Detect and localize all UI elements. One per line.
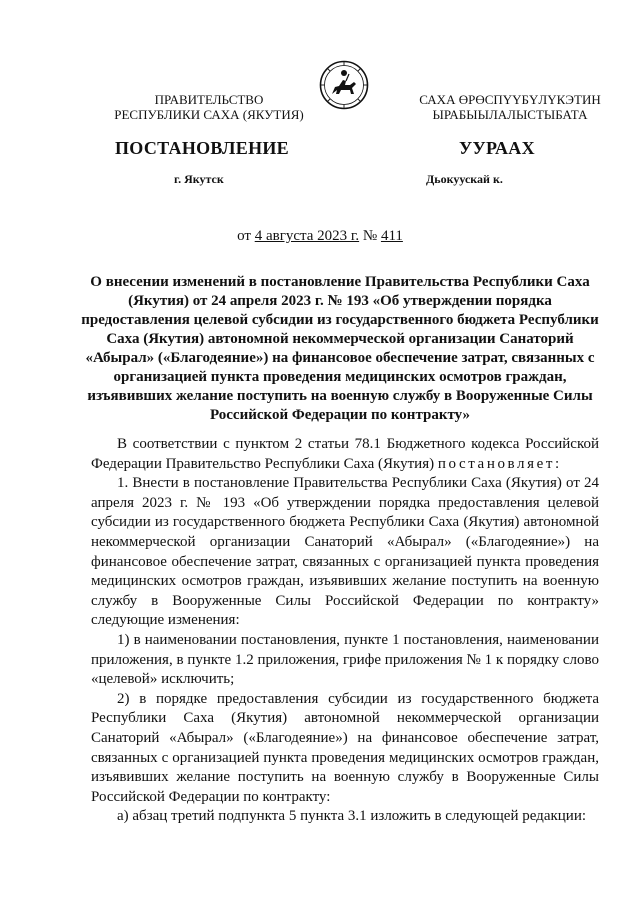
document-body — [91, 435, 599, 827]
number-prefix: № — [359, 228, 381, 244]
paragraph: 1. Внести в постановление Правительства Республики Саха (Якутия) от 24 апреля 2023 г. № 193 «Об утверждении порядка предоставления целевой субсидии из государственного бюджета Республики Саха (Якутия) автономной некоммерческой организации Санаторий «Абырал» («Благодеяние») на финансовое обеспечение затрат, связанных с организацией пункта проведения медицинских осмотров граждан, изъявивших желание поступить на военную службу в Вооруженные Силы Российской Федерации по контракту» следующие изменения: — [91, 475, 599, 629]
paragraph: 2) в порядке предоставления субсидии из государственного бюджета Республики Саха (Якутия) автономной некоммерческой организации Санаторий «Абырал» («Благодеяние») на финансовое обеспечение затрат, связанных с организацией пункта проведения медицинских осмотров граждан, изъявивших желание поступить на военную службу в Вооруженные Силы Российской Федерации по контракту: — [91, 690, 599, 805]
header-line: ПРАВИТЕЛЬСТВО — [154, 92, 264, 107]
paragraph: 1) в наименовании постановления, пункте 1 постановления, наименовании приложения, в пункте 1.2 приложения, грифе приложения № 1 к порядку слово «целевой» исключить; — [91, 631, 599, 688]
header-line: САХА ӨРӨСПҮҮБҮЛҮКЭТИН — [419, 92, 601, 107]
date-number-line — [0, 228, 640, 245]
yakutia-coat-of-arms-icon — [319, 60, 369, 110]
city-ru: г. Якутск — [174, 172, 224, 186]
paragraph — [91, 435, 599, 474]
document-type-ru: ПОСТАНОВЛЕНИЕ — [115, 138, 289, 158]
paragraph-text: В соответствии с пунктом 2 статьи 78.1 Бюджетного кодекса Российской Федерации Правительство Республики Саха (Якутия) — [91, 436, 599, 472]
government-header-ru — [96, 92, 322, 122]
resolves-word: постановляет: — [437, 455, 562, 472]
government-header-sah — [400, 92, 620, 122]
document-number: 411 — [380, 228, 403, 244]
document-heading: О внесении изменений в постановление Правительства Республики Саха (Якутия) от 24 апреля 2023 г. № 193 «Об утверждении порядка предоставления целевой субсидии из государственного бюджета Республики Саха (Якутия) автономной некоммерческой организации Санаторий «Абырал» («Благодеяние») на финансовое обеспечение затрат, связанных с организацией пункта проведения медицинских осмотров граждан, изъявивших желание поступить на военную службу в Вооруженные Силы Российской Федерации по контракту» — [81, 274, 599, 423]
header-line: ЫРАБЫЫЛАЛЫСТЫБАТА — [432, 107, 588, 122]
header-line: РЕСПУБЛИКИ САХА (ЯКУТИЯ) — [114, 107, 304, 122]
document-date: 4 августа 2023 г. — [254, 228, 360, 244]
city-sah: Дьокуускай к. — [426, 172, 503, 186]
paragraph: а) абзац третий подпункта 5 пункта 3.1 изложить в следующей редакции: — [117, 808, 587, 825]
date-prefix: от — [237, 228, 255, 244]
document-type-sah: УУРААХ — [459, 138, 535, 158]
